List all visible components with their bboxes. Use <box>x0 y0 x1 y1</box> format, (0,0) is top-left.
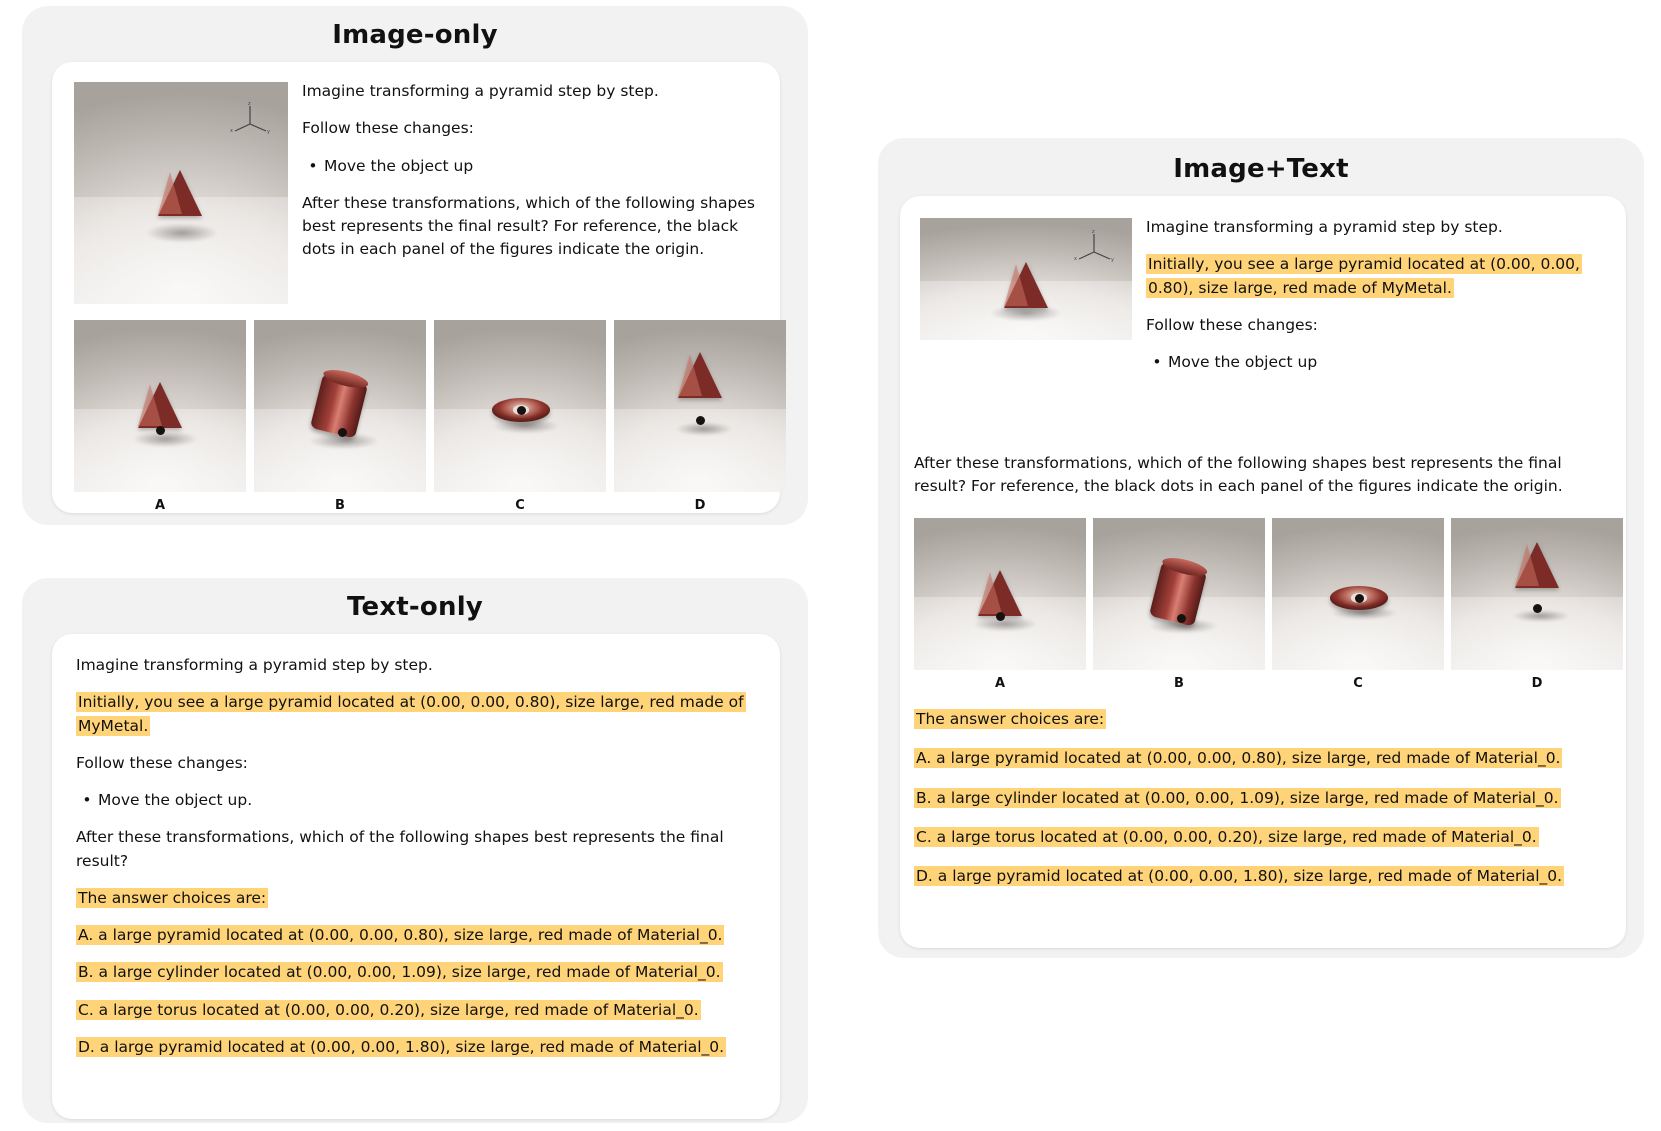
transformation-text: Move the object up. <box>98 791 253 809</box>
pyramid-object <box>138 382 182 428</box>
origin-dot <box>1177 614 1186 623</box>
choice-scene-d <box>1451 518 1623 670</box>
question-text: After these transformations, which of the following shapes best represents the final result? <box>76 828 724 870</box>
origin-dot <box>1533 604 1542 613</box>
answer-option-c[interactable] <box>76 999 756 1022</box>
choice-scene-b <box>254 320 426 492</box>
question-text: After these transformations, which of the following shapes best represents the final result? For reference, the black dots in each panel of the figures indicate the origin. <box>302 193 755 259</box>
answer-option-c[interactable] <box>914 826 1614 849</box>
prompt-text: Imagine transforming a pyramid step by step. <box>76 656 433 674</box>
answer-intro-highlight: The answer choices are: <box>916 710 1105 728</box>
axes-indicator-icon <box>229 100 271 134</box>
choice-scene-b <box>1093 518 1265 670</box>
panel-title-image-text: Image+Text <box>1173 154 1349 184</box>
choice-cell-a[interactable] <box>74 320 246 513</box>
origin-dot <box>156 426 165 435</box>
bullet-dot-icon: • <box>1152 353 1162 371</box>
image-text-answers-block <box>914 708 1614 904</box>
panel-title-text-only: Text-only <box>347 592 483 622</box>
bullet-dot-icon: • <box>82 791 92 809</box>
choice-label-b: B <box>335 498 345 513</box>
choice-label-a: A <box>994 676 1006 691</box>
answer-intro <box>76 887 756 910</box>
initial-state-highlight: Initially, you see a large pyramid located at (0.00, 0.00, 0.80), size large, red made of MyMetal. <box>1148 255 1580 297</box>
choice-scene-d <box>614 320 786 492</box>
axis-label-y: y <box>1111 256 1115 262</box>
panel-title-image-only: Image-only <box>332 20 498 50</box>
origin-dot <box>338 428 347 437</box>
axes-indicator-icon <box>1073 228 1115 262</box>
answer-intro-highlight: The answer choices are: <box>78 888 267 907</box>
origin-dot <box>696 416 705 425</box>
text-only-body <box>52 634 780 1059</box>
pyramid-object <box>158 170 202 216</box>
choice-cell-d[interactable] <box>614 320 786 513</box>
answer-option-a[interactable] <box>914 747 1614 770</box>
panel-image-text <box>878 138 1644 958</box>
choice-scene-c <box>434 320 606 492</box>
answer-option-b[interactable] <box>914 787 1614 810</box>
choice-image-row-image-text <box>914 518 1614 691</box>
initial-state-text <box>76 691 756 738</box>
pyramid-object <box>1004 262 1048 308</box>
transformation-text: Move the object up <box>1168 353 1318 371</box>
axis-label-z: z <box>247 100 251 107</box>
choice-label-c: C <box>1353 676 1363 691</box>
answer-option-b[interactable] <box>76 961 756 984</box>
choice-cell-b[interactable] <box>1093 518 1265 691</box>
text-only-card <box>52 634 780 1119</box>
axis-label-z: z <box>1092 228 1095 235</box>
answer-c-highlight: C. a large torus located at (0.00, 0.00, 0.20), size large, red made of Material_0. <box>78 1000 699 1019</box>
image-text-card <box>900 196 1626 948</box>
choice-scene-a <box>74 320 246 492</box>
answer-d-highlight: D. a large pyramid located at (0.00, 0.00, 1.80), size large, red made of Material_0. <box>916 867 1563 885</box>
choice-label-d: D <box>1531 676 1543 691</box>
follow-text: Follow these changes: <box>76 753 248 772</box>
prompt-text: Imagine transforming a pyramid step by step. <box>1146 218 1503 236</box>
axis-label-y: y <box>266 128 270 134</box>
origin-dot <box>1355 594 1364 603</box>
transformation-bullet <box>302 155 772 178</box>
follow-text: Follow these changes: <box>1146 315 1318 334</box>
answer-b-highlight: B. a large cylinder located at (0.00, 0.00, 1.09), size large, red made of Material_0. <box>78 963 721 982</box>
answer-a-highlight: A. a large pyramid located at (0.00, 0.00, 0.80), size large, red made of Material_0. <box>78 926 723 944</box>
choice-cell-a[interactable] <box>914 518 1086 691</box>
answer-a-highlight: A. a large pyramid located at (0.00, 0.00, 0.80), size large, red made of Material_0. <box>916 749 1561 768</box>
choice-label-c: C <box>515 498 525 513</box>
pyramid-object <box>1515 542 1559 588</box>
initial-state-text <box>1146 253 1612 300</box>
answer-intro <box>914 708 1614 731</box>
answer-option-d[interactable] <box>76 1036 756 1059</box>
follow-text: Follow these changes: <box>302 119 474 138</box>
initial-state-highlight: Initially, you see a large pyramid located at (0.00, 0.00, 0.80), size large, red made of MyMetal. <box>78 693 744 735</box>
image-text-text-block <box>1146 216 1612 388</box>
answer-option-a[interactable] <box>76 924 756 947</box>
choice-cell-c[interactable] <box>434 320 606 513</box>
choice-cell-d[interactable] <box>1451 518 1623 691</box>
object-shadow <box>134 220 230 246</box>
answer-option-d[interactable] <box>914 865 1614 888</box>
panel-image-only <box>22 6 808 525</box>
origin-dot <box>996 612 1005 621</box>
pyramid-object <box>678 352 722 398</box>
question-text: After these transformations, which of the following shapes best represents the final result? For reference, the black dots in each panel of the figures indicate the origin. <box>914 454 1563 496</box>
transformation-bullet <box>76 789 756 812</box>
pyramid-object <box>978 570 1022 616</box>
choice-label-b: B <box>1174 676 1184 691</box>
source-scene-image-only <box>74 82 288 304</box>
answer-d-highlight: D. a large pyramid located at (0.00, 0.00, 1.80), size large, red made of Material_0. <box>78 1037 725 1056</box>
choice-scene-a <box>914 518 1086 670</box>
bullet-dot-icon: • <box>308 156 318 175</box>
axis-label-x: x <box>1074 255 1078 262</box>
image-text-question-block <box>914 452 1614 499</box>
answer-c-highlight: C. a large torus located at (0.00, 0.00, 0.20), size large, red made of Material_0. <box>916 827 1537 846</box>
choice-label-a: A <box>154 498 166 513</box>
axis-label-x: x <box>229 127 233 134</box>
choice-image-row-image-only <box>74 320 774 513</box>
choice-cell-c[interactable] <box>1272 518 1444 691</box>
transformation-text: Move the object up <box>324 156 474 175</box>
transformation-bullet <box>1146 351 1612 374</box>
answer-b-highlight: B. a large cylinder located at (0.00, 0.00, 1.09), size large, red made of Material_0. <box>916 788 1559 807</box>
image-only-card <box>52 62 780 513</box>
choice-scene-c <box>1272 518 1444 670</box>
image-only-text-block <box>302 80 772 262</box>
choice-label-d: D <box>694 498 706 513</box>
source-scene-image-text <box>920 218 1132 340</box>
panel-text-only <box>22 578 808 1123</box>
object-shadow <box>122 428 208 450</box>
object-shadow <box>962 614 1048 634</box>
origin-dot <box>517 406 526 415</box>
prompt-text: Imagine transforming a pyramid step by step. <box>302 82 659 100</box>
choice-cell-b[interactable] <box>254 320 426 513</box>
